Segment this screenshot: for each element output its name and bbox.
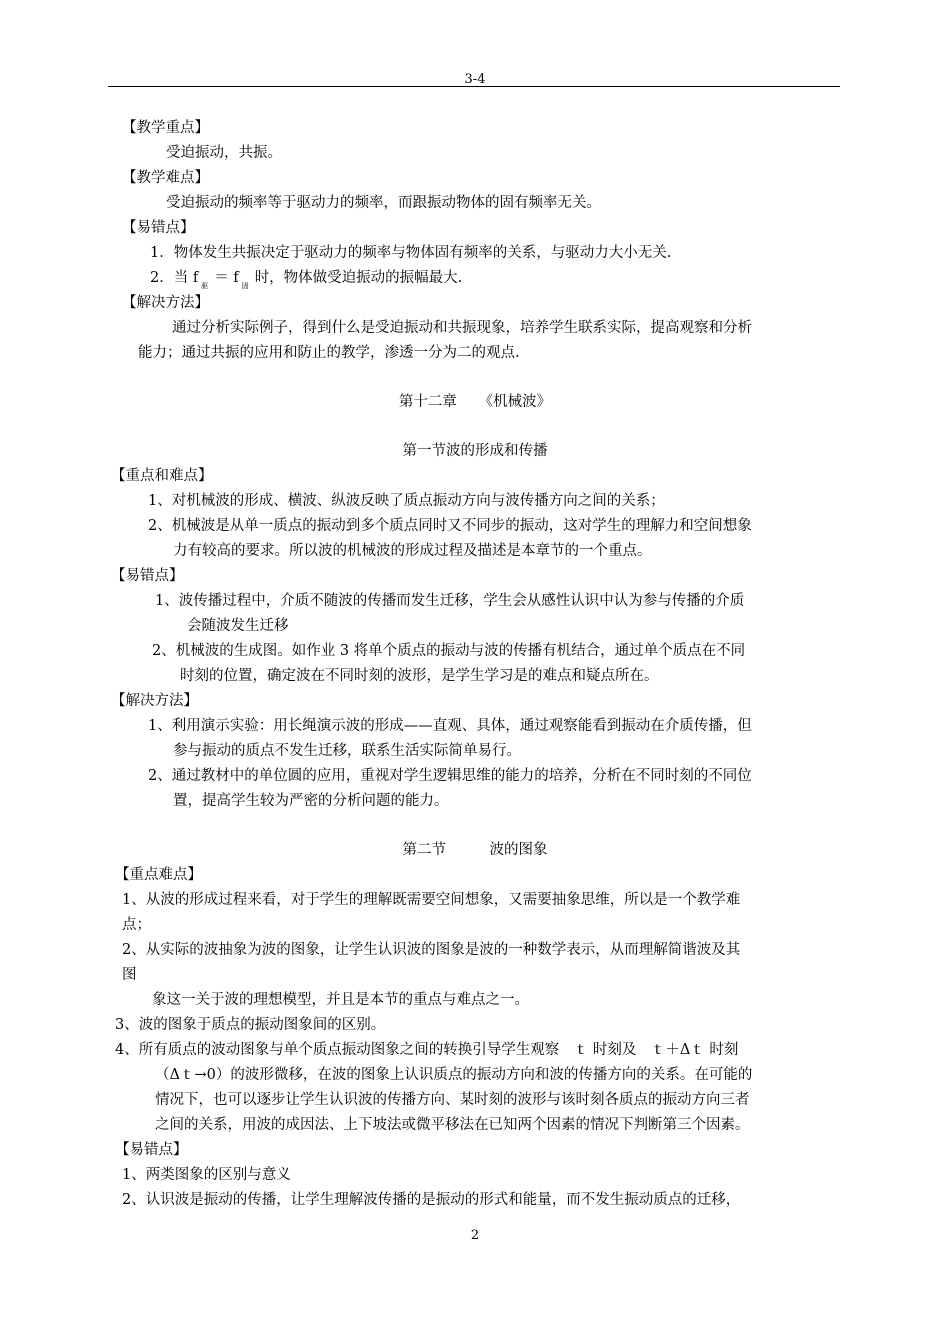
section-1-key-2a: 2、机械波是从单一质点的振动到多个质点同时又不同步的振动，这对学生的理解力和空间想象 <box>148 518 752 534</box>
section-2-key-1b: 点； <box>122 917 151 933</box>
section-1-key-2b: 力有较高的要求。所以波的机械波的形成过程及描述是本章节的一个重点。 <box>173 543 652 559</box>
section-2-title: 第二节 波的图象 <box>402 842 548 858</box>
section-2-heading-key: 【重点难点】 <box>115 867 202 883</box>
section-1-method-2a: 2、通过教材中的单位圆的应用，重视对学生逻辑思维的能力的培养，分析在不同时刻的不同位 <box>148 768 752 784</box>
section-2-key-4d: 之间的关系，用波的成因法、上下坡法或微平移法在已知两个因素的情况下判断第三个因素。 <box>155 1117 750 1133</box>
page-header: 3-4 <box>464 72 486 87</box>
section-2-key-4b: （Δｔ→0）的波形微移，在波的图象上认识质点的振动方向和波的传播方向的关系。在可能的 <box>155 1067 753 1083</box>
section-2-key-2b: 图 <box>122 967 137 983</box>
section-2-key-4c: 情况下，也可以逐步让学生认识波的传播方向、某时刻的波形与该时刻各质点的振动方向三者 <box>155 1092 750 1108</box>
heading-mistakes: 【易错点】 <box>122 220 195 236</box>
mistake-item-2-pre: 2．当 f <box>150 270 199 286</box>
subscript-natural: 固 <box>241 282 249 290</box>
mistake-item-1: 1．物体发生共振决定于驱动力的频率与物体固有频率的关系，与驱动力大小无关. <box>150 245 672 261</box>
method-line-1: 通过分析实际例子，得到什么是受迫振动和共振现象，培养学生联系实际，提高观察和分析 <box>172 320 752 336</box>
section-2-mistake-2: 2、认识波是振动的传播，让学生理解波传播的是振动的形式和能量，而不发生振动质点的迁移， <box>122 1192 741 1208</box>
section-2-key-1a: 1、从波的形成过程来看，对于学生的理解既需要空间想象，又需要抽象思维，所以是一个教学难 <box>122 892 741 908</box>
page-number: 2 <box>470 1228 480 1243</box>
section-1-key-1: 1、对机械波的形成、横波、纵波反映了质点振动方向与波传播方向之间的关系； <box>148 493 665 509</box>
section-2-key-2c: 象这一关于波的理想模型，并且是本节的重点与难点之一。 <box>152 992 529 1008</box>
teaching-focus-text: 受迫振动，共振。 <box>166 145 282 161</box>
heading-teaching-focus: 【教学重点】 <box>122 120 209 136</box>
section-1-method-2b: 置，提高学生较为严密的分析问题的能力。 <box>173 793 449 809</box>
section-1-method-1b: 参与振动的质点不发生迁移，联系生活实际简单易行。 <box>173 743 521 759</box>
section-1-heading-key: 【重点和难点】 <box>111 468 213 484</box>
mistake-item-2-mid: ＝ f <box>214 270 239 286</box>
section-1-heading-method: 【解决方法】 <box>111 693 198 709</box>
section-1-mistake-2b: 时刻的位置，确定波在不同时刻的波形，是学生学习是的难点和疑点所在。 <box>180 668 659 684</box>
subscript-drive: 驱 <box>201 282 209 290</box>
section-1-method-1a: 1、利用演示实验：用长绳演示波的形成——直观、具体，通过观察能看到振动在介质传播，但 <box>148 718 752 734</box>
section-1-mistake-1a: 1、波传播过程中，介质不随波的传播而发生迁移，学生会从感性认识中认为参与传播的介质 <box>155 593 745 609</box>
section-2-key-3: 3、波的图象于质点的振动图象间的区别。 <box>115 1017 386 1033</box>
method-line-2: 能力；通过共振的应用和防止的教学，渗透一分为二的观点. <box>138 345 520 361</box>
section-2-key-2a: 2、从实际的波抽象为波的图象，让学生认识波的图象是波的一种数学表示，从而理解简谐波及其 <box>122 942 741 958</box>
teaching-difficulty-text: 受迫振动的频率等于驱动力的频率，而跟振动物体的固有频率无关。 <box>166 195 601 211</box>
heading-method: 【解决方法】 <box>122 295 209 311</box>
section-2-heading-mistakes: 【易错点】 <box>115 1142 188 1158</box>
section-1-mistake-2a: 2、机械波的生成图。如作业 3 将单个质点的振动与波的传播有机结合，通过单个质点在不同 <box>152 643 746 659</box>
header-rule <box>108 86 840 87</box>
chapter-title: 第十二章 《机械波》 <box>398 394 552 410</box>
mistake-item-2-post: 时，物体做受迫振动的振幅最大. <box>254 270 463 286</box>
section-1-heading-mistakes: 【易错点】 <box>111 568 184 584</box>
section-2-mistake-1: 1、两类图象的区别与意义 <box>122 1167 291 1183</box>
heading-teaching-difficulty: 【教学难点】 <box>122 170 209 186</box>
section-2-key-4a: 4、所有质点的波动图象与单个质点振动图象之间的转换引导学生观察 ｔ 时刻及 ｔ＋Δｔ 时刻 <box>115 1042 739 1058</box>
section-1-mistake-1b: 会随波发生迁移 <box>187 618 289 634</box>
section-1-title: 第一节波的形成和传播 <box>402 443 548 459</box>
mistake-item-2 <box>150 268 462 290</box>
